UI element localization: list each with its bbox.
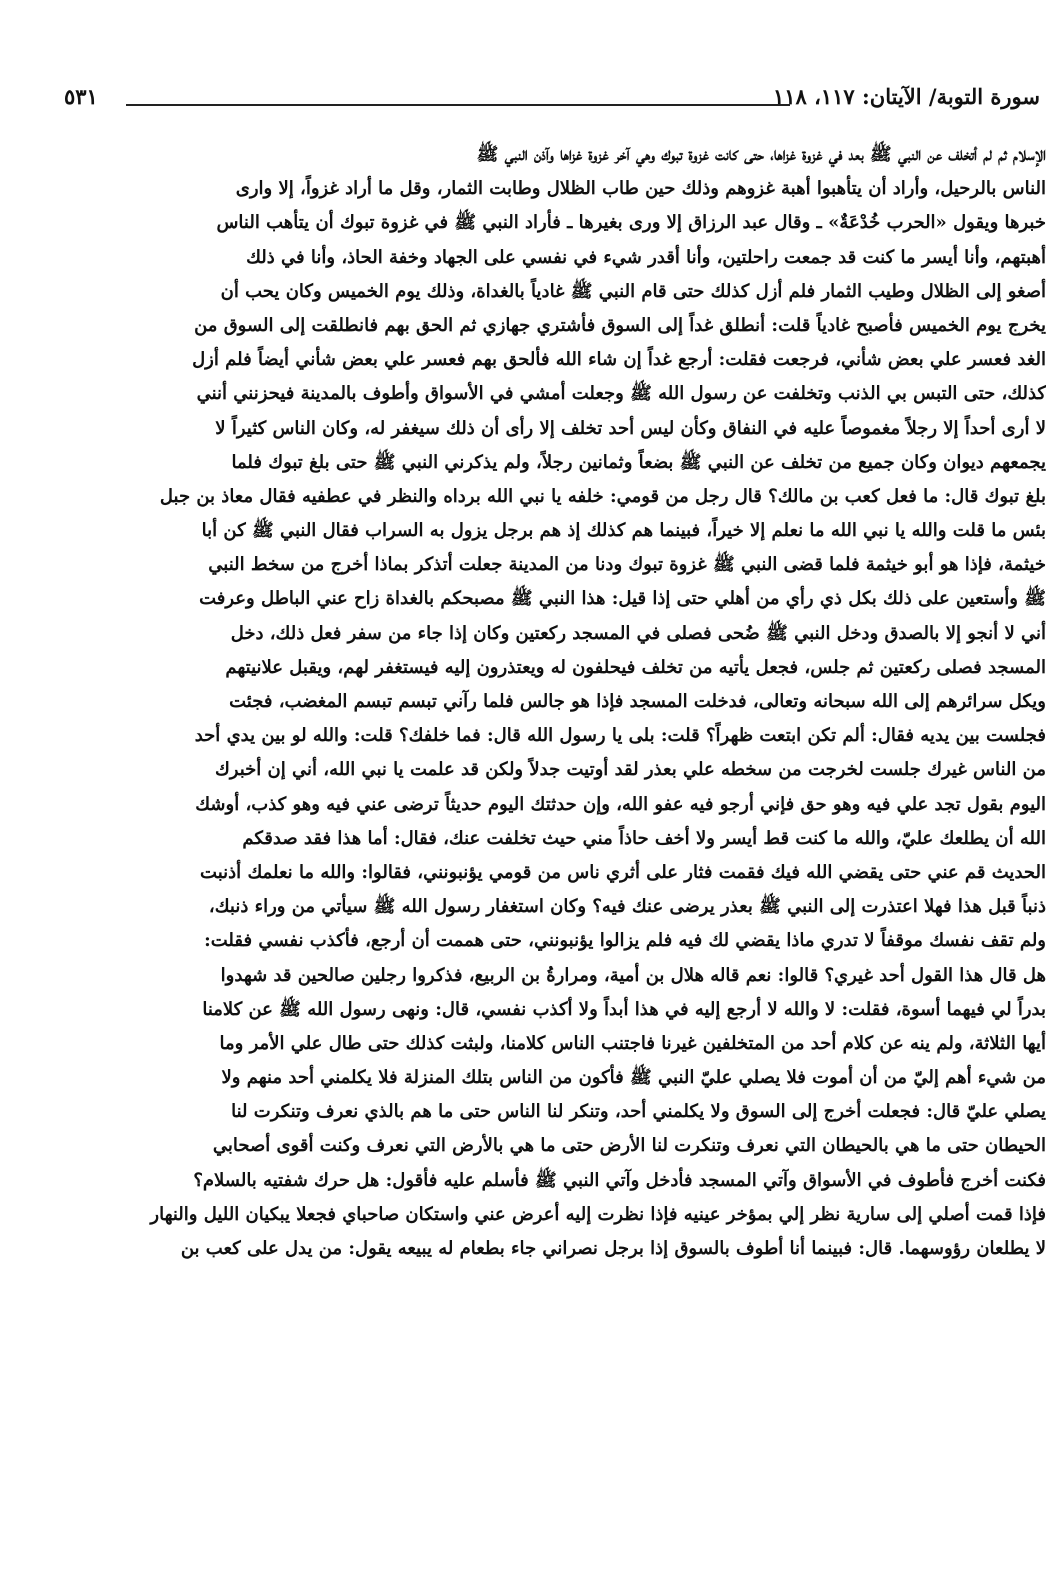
- text-line: أني لا أنجو إلا بالصدق ودخل النبي ﷺ ضُحى فصلى في المسجد ركعتين وكان إذا جاء من سفر فعل ذلك، دخل: [230, 622, 1046, 644]
- text-line: يخرج يوم الخميس فأصبح غادياً قلت: أنطلق غداً إلى السوق فأشتري جهازي ثم الحق بهم فانطلقت إلى السوق من: [194, 314, 1046, 336]
- body-text: [52, 138, 1046, 1266]
- text-line: الحيطان حتى ما هي بالحيطان التي نعرف وتنكرت لنا الأرض حتى ما هي بالأرض التي نعرف وكنت أقوى أصحابي: [212, 1135, 1046, 1157]
- text-line: من شيء أهم إليّ من أن أموت فلا يصلي عليّ النبي ﷺ فأكون من الناس بتلك المنزلة فلا يكلمني أحد منهم ولا: [221, 1067, 1046, 1089]
- text-line: ولم تقف نفسك موقفاً لا تدري ماذا يقضي لك فيه فلم يزالوا يؤنبونني، حتى هممت أن أرجع، فأكذب نفسي فقلت:: [204, 930, 1046, 952]
- text-line: فإذا قمت أصلي إلى سارية نظر إلي بمؤخر عينيه فإذا نظرت إليه أعرض عني واستكان صاحباي فجعلا يبكيان الليل والنهار: [150, 1203, 1046, 1225]
- text-line: الناس بالرحيل، وأراد أن يتأهبوا أهبة غزوهم وذلك حين طاب الظلال وطابت الثمار، وقل ما أراد غزواً، إلا وارى: [235, 178, 1046, 200]
- running-title: سورة التوبة/ الآيتان: ١١٧، ١١٨: [772, 84, 1040, 109]
- text-line: هل قال هذا القول أحد غيري؟ قالوا: نعم قاله هلال بن أمية، ومرارةُ بن الربيع، فذكروا رجلين صالحين قد شهدوا: [220, 964, 1046, 986]
- text-line: الحديث قم عني حتى يقضي الله فيك فقمت فثار على أثري ناس من قومي يؤنبونني، فقالوا: والله ما نعلمك أذنبت: [200, 861, 1046, 883]
- text-line: خيثمة، فإذا هو أبو خيثمة فلما قضى النبي ﷺ غزوة تبوك ودنا من المدينة جعلت أتذكر بماذا أخرج من سخط النبي: [208, 554, 1046, 576]
- text-line: الإسلام ثم لم أتخلف عن النبي ﷺ بعد في غزوة غزاها، حتى كانت غزوة تبوك وهي آخر غزوة غزاها وآذن النبي ﷺ: [476, 144, 1046, 165]
- text-line: كذلك، حتى التبس بي الذنب وتخلفت عن رسول الله ﷺ وجعلت أمشي في الأسواق وأطوف بالمدينة فيحزنني أنني: [196, 383, 1046, 405]
- text-line: أيها الثلاثة، ولم ينه عن كلام أحد من المتخلفين غيرنا فاجتنب الناس كلامنا، ولبثت كذلك حتى طال علي الأمر وما: [219, 1032, 1046, 1054]
- text-line: لا أرى أحداً إلا رجلاً مغموصاً عليه في النفاق وكأن ليس أحد تخلف إلا رأى أن ذلك سيغفر له، وكان الناس كثيراً لا: [215, 417, 1046, 439]
- text-line: بلغ تبوك قال: ما فعل كعب بن مالك؟ قال رجل من قومي: خلفه يا نبي الله برداه والنظر في عطفيه فقال معاذ بن جبل: [159, 485, 1046, 507]
- page-header: [64, 84, 1040, 114]
- text-line: فجلست بين يديه فقال: ألم تكن ابتعت ظهراً؟ قلت: بلى يا رسول الله قال: فما خلفك؟ قلت: والله لو بين يدي أحد: [194, 725, 1046, 747]
- text-line: بئس ما قلت والله يا نبي الله ما نعلم إلا خيراً، فبينما هم كذلك إذ هم برجل يزول به السراب فقال النبي ﷺ كن أبا: [201, 520, 1046, 542]
- text-line: ﷺ وأستعين على ذلك بكل ذي رأي من أهلي حتى إذا قيل: هذا النبي ﷺ مصبحكم بالغداة زاح عني الباطل وعرفت: [199, 588, 1046, 610]
- text-line: اليوم بقول تجد علي فيه وهو حق فإني أرجو فيه عفو الله، وإن حدثتك اليوم حديثاً ترضى عني فيه وهو كذب، أوشك: [195, 793, 1046, 815]
- text-line: ذنباً قبل هذا فهلا اعتذرت إلى النبي ﷺ بعذر يرضى عنك فيه؟ وكان استغفار رسول الله ﷺ سيأتي من وراء ذنبك،: [208, 896, 1046, 918]
- text-line: لا يطلعان رؤوسهما. قال: فبينما أنا أطوف بالسوق إذا برجل نصراني جاء بطعام له يبيعه يقول: من يدل على كعب بن: [180, 1238, 1046, 1259]
- text-line: خبرها ويقول «الحرب خُدْعَةٌ» ـ وقال عبد الرزاق إلا ورى بغيرها ـ فأراد النبي ﷺ في غزوة تبوك أن يتأهب الناس: [216, 212, 1046, 234]
- text-line: بدراً لي فيهما أسوة، فقلت: لا والله لا أرجع إليه في هذا أبداً ولا أكذب نفسي، قال: ونهى رسول الله ﷺ عن كلامنا: [202, 998, 1046, 1020]
- text-line: المسجد فصلى ركعتين ثم جلس، فجعل يأتيه من تخلف فيحلفون له ويعتذرون إليه فيستغفر لهم، ويقبل علانيتهم: [225, 656, 1046, 678]
- text-line: يصلي عليّ قال: فجعلت أخرج إلى السوق ولا يكلمني أحد، وتنكر لنا الناس حتى ما هم بالذي نعرف وتنكرت لنا: [231, 1101, 1046, 1123]
- header-rule: [126, 104, 790, 106]
- text-line: فكنت أخرج فأطوف في الأسواق وآتي المسجد فأدخل وآتي النبي ﷺ فأسلم عليه فأقول: هل حرك شفتيه بالسلام؟: [193, 1169, 1046, 1191]
- text-line: أهبتهم، وأنا أيسر ما كنت قد جمعت راحلتين، وأنا أقدر شيء في نفسي على الجهاد وخفة الحاذ، وأنا في ذلك: [246, 246, 1046, 268]
- text-line: الله أن يطلعك عليّ، والله ما كنت قط أيسر ولا أخف حاذاً مني حيث تخلفت عنك، فقال: أما هذا فقد صدقكم: [242, 827, 1046, 849]
- text-line: يجمعهم ديوان وكان جميع من تخلف عن النبي ﷺ بضعاً وثمانين رجلاً، ولم يذكرني النبي ﷺ حتى بلغ تبوك فلما: [231, 451, 1046, 473]
- text-line: من الناس غيرك جلست لخرجت من سخطه علي بعذر لقد أوتيت جدلاً ولكن قد علمت يا نبي الله، أني إن أخبرك: [214, 759, 1046, 781]
- page-number: ٥٣١: [64, 84, 98, 109]
- text-line: أصغو إلى الظلال وطيب الثمار فلم أزل كذلك حتى قام النبي ﷺ غادياً بالغداة، وذلك يوم الخميس وكان يحب أن: [220, 280, 1046, 302]
- text-line: ويكل سرائرهم إلى الله سبحانه وتعالى، فدخلت المسجد فإذا هو جالس فلما رآني تبسم تبسم المغضب، فجئت: [229, 691, 1046, 712]
- text-line: الغد فعسر علي بعض شأني، فرجعت فقلت: أرجع غداً إن شاء الله فألحق بهم فعسر علي بعض شأني أيضاً فلم أزل: [192, 349, 1046, 371]
